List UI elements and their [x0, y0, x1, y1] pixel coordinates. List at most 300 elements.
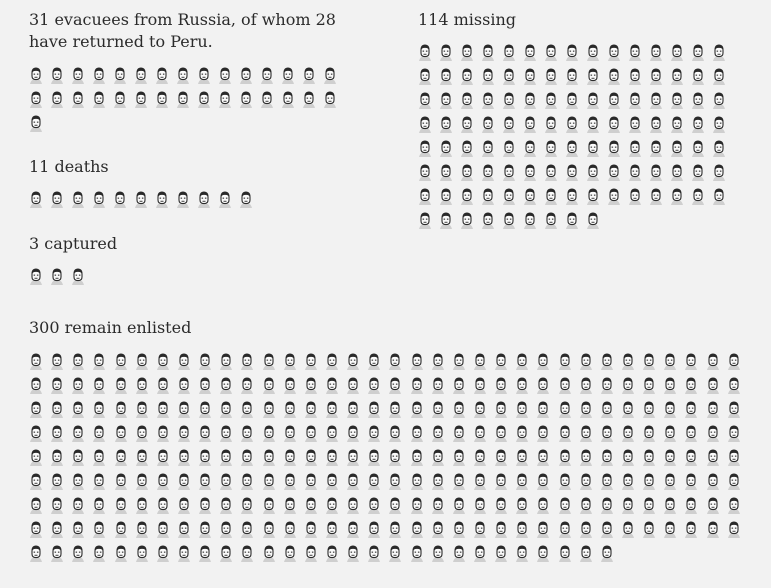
group-missing: [418, 9, 748, 233]
person-icon: [670, 161, 691, 185]
person-icon: [92, 398, 113, 422]
person-icon: [156, 446, 177, 470]
person-icon: [565, 185, 586, 209]
person-icon: [50, 470, 71, 494]
person-icon: [114, 494, 135, 518]
person-icon: [367, 446, 388, 470]
person-icon: [388, 422, 409, 446]
person-icon: [114, 374, 135, 398]
person-icon: [262, 374, 283, 398]
person-icon: [50, 446, 71, 470]
person-icon: [388, 350, 409, 374]
person-icon: [706, 518, 727, 542]
person-icon: [29, 470, 50, 494]
person-icon: [473, 446, 494, 470]
person-icon: [325, 446, 346, 470]
person-icon: [325, 470, 346, 494]
group-enlisted: [29, 317, 749, 566]
person-icon: [156, 518, 177, 542]
person-icon: [712, 113, 733, 137]
person-icon: [114, 518, 135, 542]
person-icon: [439, 113, 460, 137]
person-icon: [586, 65, 607, 89]
deaths-label: 11 deaths: [29, 157, 109, 176]
person-icon: [29, 265, 50, 289]
person-icon: [29, 494, 50, 518]
person-icon: [198, 518, 219, 542]
person-icon: [460, 209, 481, 233]
person-icon: [600, 350, 621, 374]
person-icon: [219, 422, 240, 446]
person-icon: [29, 188, 50, 212]
person-icon: [92, 542, 113, 566]
person-icon: [50, 542, 71, 566]
person-icon: [452, 494, 473, 518]
person-icon: [558, 494, 579, 518]
person-icon: [410, 518, 431, 542]
person-icon: [565, 89, 586, 113]
person-icon: [684, 470, 705, 494]
person-icon: [92, 64, 113, 88]
person-icon: [240, 350, 261, 374]
person-icon: [706, 422, 727, 446]
person-icon: [262, 446, 283, 470]
person-icon: [219, 494, 240, 518]
person-icon: [536, 398, 557, 422]
person-icon: [558, 398, 579, 422]
person-icon: [565, 41, 586, 65]
person-icon: [515, 446, 536, 470]
person-icon: [642, 470, 663, 494]
person-icon: [418, 89, 439, 113]
person-icon: [586, 209, 607, 233]
person-icon: [410, 542, 431, 566]
person-icon: [50, 398, 71, 422]
person-icon: [219, 398, 240, 422]
person-icon: [439, 209, 460, 233]
person-icon: [706, 446, 727, 470]
person-icon: [260, 64, 281, 88]
person-icon: [473, 542, 494, 566]
person-icon: [197, 64, 218, 88]
person-icon: [473, 422, 494, 446]
person-icon: [239, 64, 260, 88]
person-icon: [198, 494, 219, 518]
person-icon: [262, 470, 283, 494]
person-icon: [177, 398, 198, 422]
person-icon: [523, 185, 544, 209]
person-icon: [523, 65, 544, 89]
person-icon: [460, 161, 481, 185]
person-icon: [452, 542, 473, 566]
evacuees-label: 31 evacuees from Russia, of whom 28 have returned to Peru.: [29, 10, 336, 51]
person-icon: [712, 41, 733, 65]
person-icon: [346, 494, 367, 518]
person-icon: [304, 350, 325, 374]
person-icon: [113, 88, 134, 112]
person-icon: [410, 374, 431, 398]
person-icon: [367, 518, 388, 542]
person-icon: [515, 350, 536, 374]
person-icon: [367, 422, 388, 446]
person-icon: [621, 470, 642, 494]
person-icon: [219, 470, 240, 494]
person-icon: [198, 446, 219, 470]
person-icon: [304, 446, 325, 470]
person-icon: [283, 542, 304, 566]
person-icon: [670, 185, 691, 209]
person-icon: [628, 89, 649, 113]
person-icon: [523, 41, 544, 65]
person-icon: [367, 374, 388, 398]
person-icon: [452, 518, 473, 542]
person-icon: [29, 518, 50, 542]
person-icon: [92, 374, 113, 398]
person-icon: [281, 64, 302, 88]
person-icon: [71, 265, 92, 289]
person-icon: [262, 518, 283, 542]
person-icon: [197, 88, 218, 112]
person-icon: [494, 446, 515, 470]
person-icon: [367, 542, 388, 566]
person-icon: [346, 542, 367, 566]
person-icon: [684, 446, 705, 470]
person-icon: [586, 41, 607, 65]
person-icon: [262, 542, 283, 566]
person-icon: [219, 350, 240, 374]
person-icon: [156, 422, 177, 446]
person-icon: [410, 470, 431, 494]
person-icon: [600, 374, 621, 398]
group-deaths: [29, 156, 369, 212]
person-icon: [691, 137, 712, 161]
person-icon: [92, 88, 113, 112]
person-icon: [410, 494, 431, 518]
person-icon: [135, 542, 156, 566]
person-icon: [240, 446, 261, 470]
person-icon: [579, 422, 600, 446]
person-icon: [218, 64, 239, 88]
missing-label: 114 missing: [418, 10, 516, 29]
person-icon: [367, 350, 388, 374]
person-icon: [218, 88, 239, 112]
person-icon: [304, 518, 325, 542]
person-icon: [29, 374, 50, 398]
person-icon: [346, 470, 367, 494]
person-icon: [712, 161, 733, 185]
person-icon: [502, 65, 523, 89]
person-icon: [565, 113, 586, 137]
person-icon: [260, 88, 281, 112]
person-icon: [586, 113, 607, 137]
person-icon: [642, 350, 663, 374]
person-icon: [92, 188, 113, 212]
person-icon: [649, 137, 670, 161]
person-icon: [600, 422, 621, 446]
person-icon: [586, 161, 607, 185]
person-icon: [431, 542, 452, 566]
person-icon: [502, 209, 523, 233]
person-icon: [712, 89, 733, 113]
person-icon: [494, 374, 515, 398]
person-icon: [536, 446, 557, 470]
person-icon: [536, 374, 557, 398]
person-icon: [50, 422, 71, 446]
person-icon: [197, 188, 218, 212]
person-icon: [481, 65, 502, 89]
person-icon: [558, 350, 579, 374]
person-icon: [431, 470, 452, 494]
person-icon: [418, 137, 439, 161]
person-icon: [155, 64, 176, 88]
person-icon: [579, 494, 600, 518]
person-icon: [621, 374, 642, 398]
person-icon: [544, 65, 565, 89]
person-icon: [439, 161, 460, 185]
person-icon: [494, 398, 515, 422]
person-icon: [218, 188, 239, 212]
person-icon: [239, 88, 260, 112]
person-icon: [494, 542, 515, 566]
person-icon: [410, 446, 431, 470]
person-icon: [607, 41, 628, 65]
person-icon: [481, 113, 502, 137]
person-icon: [515, 494, 536, 518]
person-icon: [283, 350, 304, 374]
person-icon: [92, 470, 113, 494]
person-icon: [239, 188, 260, 212]
person-icon: [177, 350, 198, 374]
captured-label: 3 captured: [29, 234, 118, 253]
person-icon: [198, 470, 219, 494]
person-icon: [114, 470, 135, 494]
person-icon: [565, 137, 586, 161]
person-icon: [431, 374, 452, 398]
person-icon: [691, 41, 712, 65]
person-icon: [29, 88, 50, 112]
person-icon: [431, 350, 452, 374]
person-icon: [727, 470, 748, 494]
person-icon: [544, 89, 565, 113]
person-icon: [410, 398, 431, 422]
person-icon: [323, 64, 344, 88]
person-icon: [452, 374, 473, 398]
person-icon: [481, 209, 502, 233]
person-icon: [177, 422, 198, 446]
person-icon: [50, 494, 71, 518]
person-icon: [198, 374, 219, 398]
person-icon: [177, 374, 198, 398]
person-icon: [727, 446, 748, 470]
person-icon: [452, 350, 473, 374]
person-icon: [240, 494, 261, 518]
person-icon: [388, 518, 409, 542]
person-icon: [283, 518, 304, 542]
person-icon: [607, 185, 628, 209]
person-icon: [431, 398, 452, 422]
person-icon: [302, 88, 323, 112]
person-icon: [135, 398, 156, 422]
person-icon: [219, 374, 240, 398]
person-icon: [727, 374, 748, 398]
person-icon: [502, 89, 523, 113]
person-icon: [50, 374, 71, 398]
person-icon: [628, 65, 649, 89]
person-icon: [29, 422, 50, 446]
person-icon: [642, 374, 663, 398]
person-icon: [283, 398, 304, 422]
person-icon: [607, 161, 628, 185]
person-icon: [346, 398, 367, 422]
person-icon: [346, 374, 367, 398]
person-icon: [600, 518, 621, 542]
person-icon: [460, 89, 481, 113]
person-icon: [240, 422, 261, 446]
person-icon: [727, 494, 748, 518]
person-icon: [706, 470, 727, 494]
person-icon: [473, 374, 494, 398]
person-icon: [691, 65, 712, 89]
person-icon: [706, 350, 727, 374]
person-icon: [156, 350, 177, 374]
person-icon: [418, 185, 439, 209]
person-icon: [502, 161, 523, 185]
person-icon: [71, 494, 92, 518]
person-icon: [663, 398, 684, 422]
person-icon: [135, 494, 156, 518]
person-icon: [536, 494, 557, 518]
person-icon: [71, 188, 92, 212]
person-icon: [670, 89, 691, 113]
person-icon: [431, 518, 452, 542]
person-icon: [670, 137, 691, 161]
person-icon: [621, 446, 642, 470]
person-icon: [536, 518, 557, 542]
person-icon: [727, 350, 748, 374]
evacuees-icon-grid: [29, 64, 369, 136]
person-icon: [523, 137, 544, 161]
person-icon: [663, 470, 684, 494]
person-icon: [670, 65, 691, 89]
person-icon: [523, 113, 544, 137]
person-icon: [388, 542, 409, 566]
person-icon: [283, 446, 304, 470]
person-icon: [114, 446, 135, 470]
person-icon: [727, 518, 748, 542]
person-icon: [71, 422, 92, 446]
person-icon: [727, 398, 748, 422]
person-icon: [706, 398, 727, 422]
person-icon: [135, 518, 156, 542]
person-icon: [325, 422, 346, 446]
person-icon: [71, 374, 92, 398]
person-icon: [684, 398, 705, 422]
person-icon: [481, 185, 502, 209]
person-icon: [649, 113, 670, 137]
person-icon: [481, 137, 502, 161]
person-icon: [502, 41, 523, 65]
enlisted-icon-grid: [29, 350, 749, 566]
person-icon: [50, 188, 71, 212]
person-icon: [684, 422, 705, 446]
group-captured: [29, 233, 369, 289]
person-icon: [114, 542, 135, 566]
person-icon: [29, 112, 50, 136]
person-icon: [642, 494, 663, 518]
person-icon: [579, 374, 600, 398]
person-icon: [325, 494, 346, 518]
person-icon: [460, 65, 481, 89]
person-icon: [494, 350, 515, 374]
person-icon: [628, 113, 649, 137]
person-icon: [649, 89, 670, 113]
person-icon: [628, 41, 649, 65]
person-icon: [418, 161, 439, 185]
person-icon: [712, 185, 733, 209]
person-icon: [439, 185, 460, 209]
person-icon: [71, 350, 92, 374]
person-icon: [418, 41, 439, 65]
person-icon: [388, 470, 409, 494]
person-icon: [460, 185, 481, 209]
person-icon: [198, 542, 219, 566]
person-icon: [304, 422, 325, 446]
person-icon: [262, 422, 283, 446]
person-icon: [135, 446, 156, 470]
person-icon: [219, 446, 240, 470]
person-icon: [114, 422, 135, 446]
person-icon: [523, 89, 544, 113]
person-icon: [649, 161, 670, 185]
person-icon: [600, 470, 621, 494]
group-evacuees: [29, 9, 369, 136]
person-icon: [418, 65, 439, 89]
person-icon: [473, 470, 494, 494]
person-icon: [156, 374, 177, 398]
person-icon: [50, 64, 71, 88]
person-icon: [536, 422, 557, 446]
person-icon: [621, 518, 642, 542]
person-icon: [600, 494, 621, 518]
person-icon: [684, 350, 705, 374]
person-icon: [565, 209, 586, 233]
person-icon: [515, 422, 536, 446]
person-icon: [29, 542, 50, 566]
person-icon: [325, 398, 346, 422]
person-icon: [71, 470, 92, 494]
person-icon: [586, 185, 607, 209]
person-icon: [558, 422, 579, 446]
person-icon: [691, 113, 712, 137]
person-icon: [621, 398, 642, 422]
person-icon: [219, 518, 240, 542]
person-icon: [92, 350, 113, 374]
person-icon: [50, 265, 71, 289]
person-icon: [600, 542, 621, 566]
person-icon: [388, 494, 409, 518]
person-icon: [558, 518, 579, 542]
person-icon: [460, 41, 481, 65]
person-icon: [600, 398, 621, 422]
person-icon: [579, 518, 600, 542]
person-icon: [473, 350, 494, 374]
person-icon: [50, 350, 71, 374]
person-icon: [198, 422, 219, 446]
person-icon: [727, 422, 748, 446]
person-icon: [262, 494, 283, 518]
person-icon: [431, 446, 452, 470]
person-icon: [304, 542, 325, 566]
